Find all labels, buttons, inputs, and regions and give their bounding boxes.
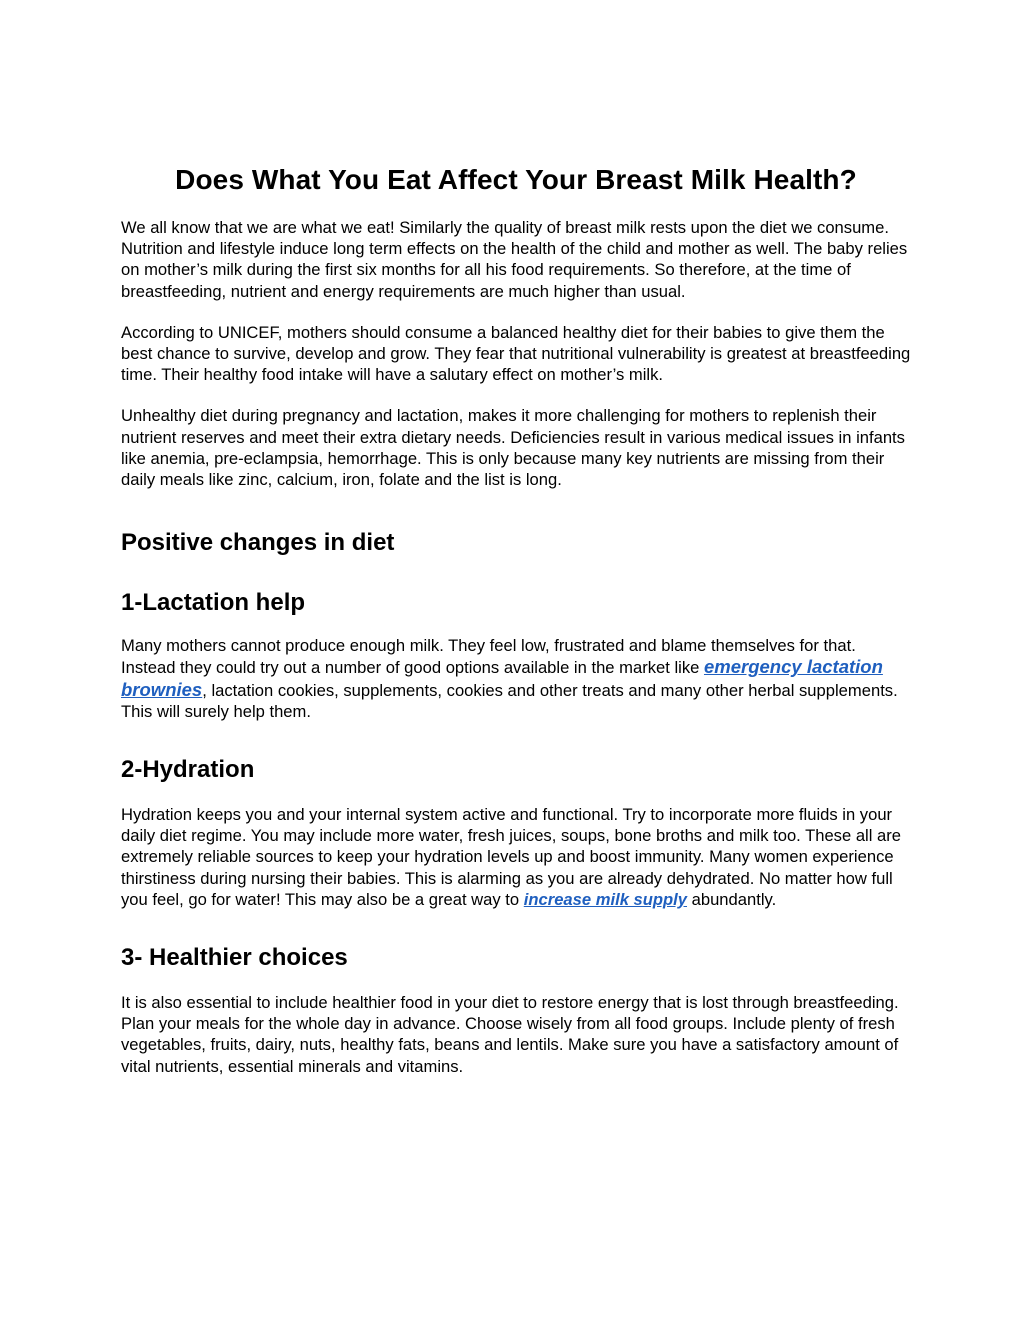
healthier-choices-heading: 3- Healthier choices	[121, 944, 348, 972]
page-title: Does What You Eat Affect Your Breast Milk Health?	[175, 164, 857, 195]
hydration-paragraph	[121, 804, 911, 910]
lactation-text-after: , lactation cookies, supplements, cookies and other treats and many other herbal supplements. This will surely help them.	[121, 680, 898, 721]
section-heading: Positive changes in diet	[121, 529, 395, 557]
lactation-heading: 1-Lactation help	[121, 589, 306, 617]
intro-paragraph-2: According to UNICEF, mothers should consume a balanced healthy diet for their babies to give them the best chance to survive, develop and grow. They fear that nutritional vulnerability is greatest at breastfeeding time. Their healthy food intake will have a salutary effect on mother’s milk.	[121, 322, 911, 385]
healthier-choices-paragraph: It is also essential to include healthier food in your diet to restore energy that is lost through breastfeeding. Plan your meals for the whole day in advance. Choose wisely from all food groups. Include plenty of fresh vegetables, fruits, dairy, nuts, healthy fats, beans and lentils. Make sure you have a satisfactory amount of vital nutrients, essential minerals and vitamins.	[121, 993, 899, 1076]
increase-milk-supply-link[interactable]: increase milk supply	[523, 889, 688, 909]
lactation-text-before: Many mothers cannot produce enough milk. They feel low, frustrated and blame themselves for that. Instead they could try out a number of good options available in the market like	[121, 636, 856, 678]
intro-paragraph-1: We all know that we are what we eat! Similarly the quality of breast milk rests upon the diet we consume. Nutrition and lifestyle induce long term effects on the health of the child and mother as well. The baby relies on mother’s milk during the first six months for all his food requirements. So therefore, at the time of breastfeeding, nutrient and energy requirements are much higher than usual.	[121, 218, 908, 301]
lactation-paragraph	[121, 635, 911, 722]
hydration-text-before: Hydration keeps you and your internal system active and functional. Try to incorporate more fluids in your daily diet regime. You may include more water, fresh juices, soups, bone broths and milk too. These all are extremely reliable sources to keep your hydration levels up and boost immunity. Many women experience thirstiness during nursing their babies. This is alarming as you are already dehydrated. No matter how full you feel, go for water! This may also be a great way to	[121, 805, 902, 909]
document-page	[121, 158, 911, 1077]
intro-paragraph-3: Unhealthy diet during pregnancy and lactation, makes it more challenging for mothers to replenish their nutrient reserves and meet their extra dietary needs. Deficiencies result in various medical issues in infants like anemia, pre-eclampsia, hemorrhage. This is only because many key nutrients are missing from their daily meals like zinc, calcium, iron, folate and the list is long.	[121, 406, 905, 490]
emergency-lactation-brownies-link[interactable]: emergency lactation brownies	[121, 656, 883, 700]
hydration-text-after: abundantly.	[687, 889, 777, 909]
hydration-heading: 2-Hydration	[121, 756, 255, 784]
